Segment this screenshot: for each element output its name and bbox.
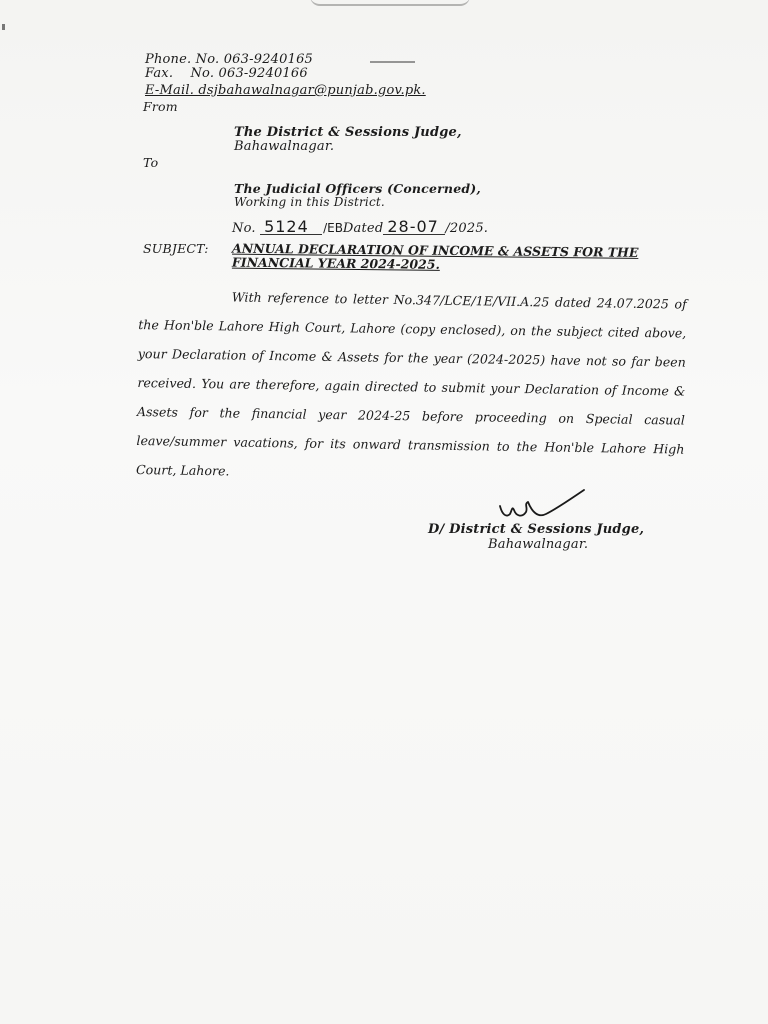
recipient-place: Working in this District.: [234, 195, 385, 209]
signatory-place: Bahawalnagar.: [488, 537, 589, 552]
letter-body: With reference to letter No.347/LCE/1E/VII.A.25 dated 24.07.2025 of the Hon'ble Lahore High Court, Lahore (copy enclosed), on the subject cited above, your Declaration of Income & Assets for the year (2024-2025) have not so far been received. You are therefore, again directed to submit your Declaration of Income & Assets for the financial year 2024-25 before proceeding on Special casual leave/summer vacations, for its onward transmission to the Hon'ble Lahore High Court, Lahore.: [135, 289, 687, 479]
reference-date: 28-07: [383, 219, 445, 235]
dated-label: Dated: [342, 221, 384, 236]
reference-prefix: No.: [232, 221, 256, 236]
reference-line: [232, 219, 488, 236]
subject-label: SUBJECT:: [143, 241, 209, 256]
email-address: E-Mail. dsjbahawalnagar@punjab.gov.pk.: [145, 83, 426, 98]
fax-number: Fax. No. 063-9240166: [145, 66, 308, 81]
scan-artifact-dash: [370, 61, 415, 63]
reference-section: /EB: [323, 221, 343, 235]
scan-artifact-dot: [2, 24, 5, 30]
from-label: From: [143, 99, 178, 114]
reference-number: 5124: [260, 219, 322, 235]
phone-number: Phone. No. 063-9240165: [145, 52, 314, 67]
recipient-title: The Judicial Officers (Concerned),: [234, 181, 481, 196]
to-label: To: [143, 155, 159, 170]
scan-artifact: [310, 0, 470, 6]
subject-text: ANNUAL DECLARATION OF INCOME & ASSETS FOR THE FINANCIAL YEAR 2024-2025.: [231, 240, 639, 272]
sender-title: The District & Sessions Judge,: [234, 125, 462, 140]
signatory-title: D/ District & Sessions Judge,: [428, 522, 645, 537]
reference-year: /2025.: [445, 221, 489, 236]
sender-place: Bahawalnagar.: [234, 139, 335, 154]
